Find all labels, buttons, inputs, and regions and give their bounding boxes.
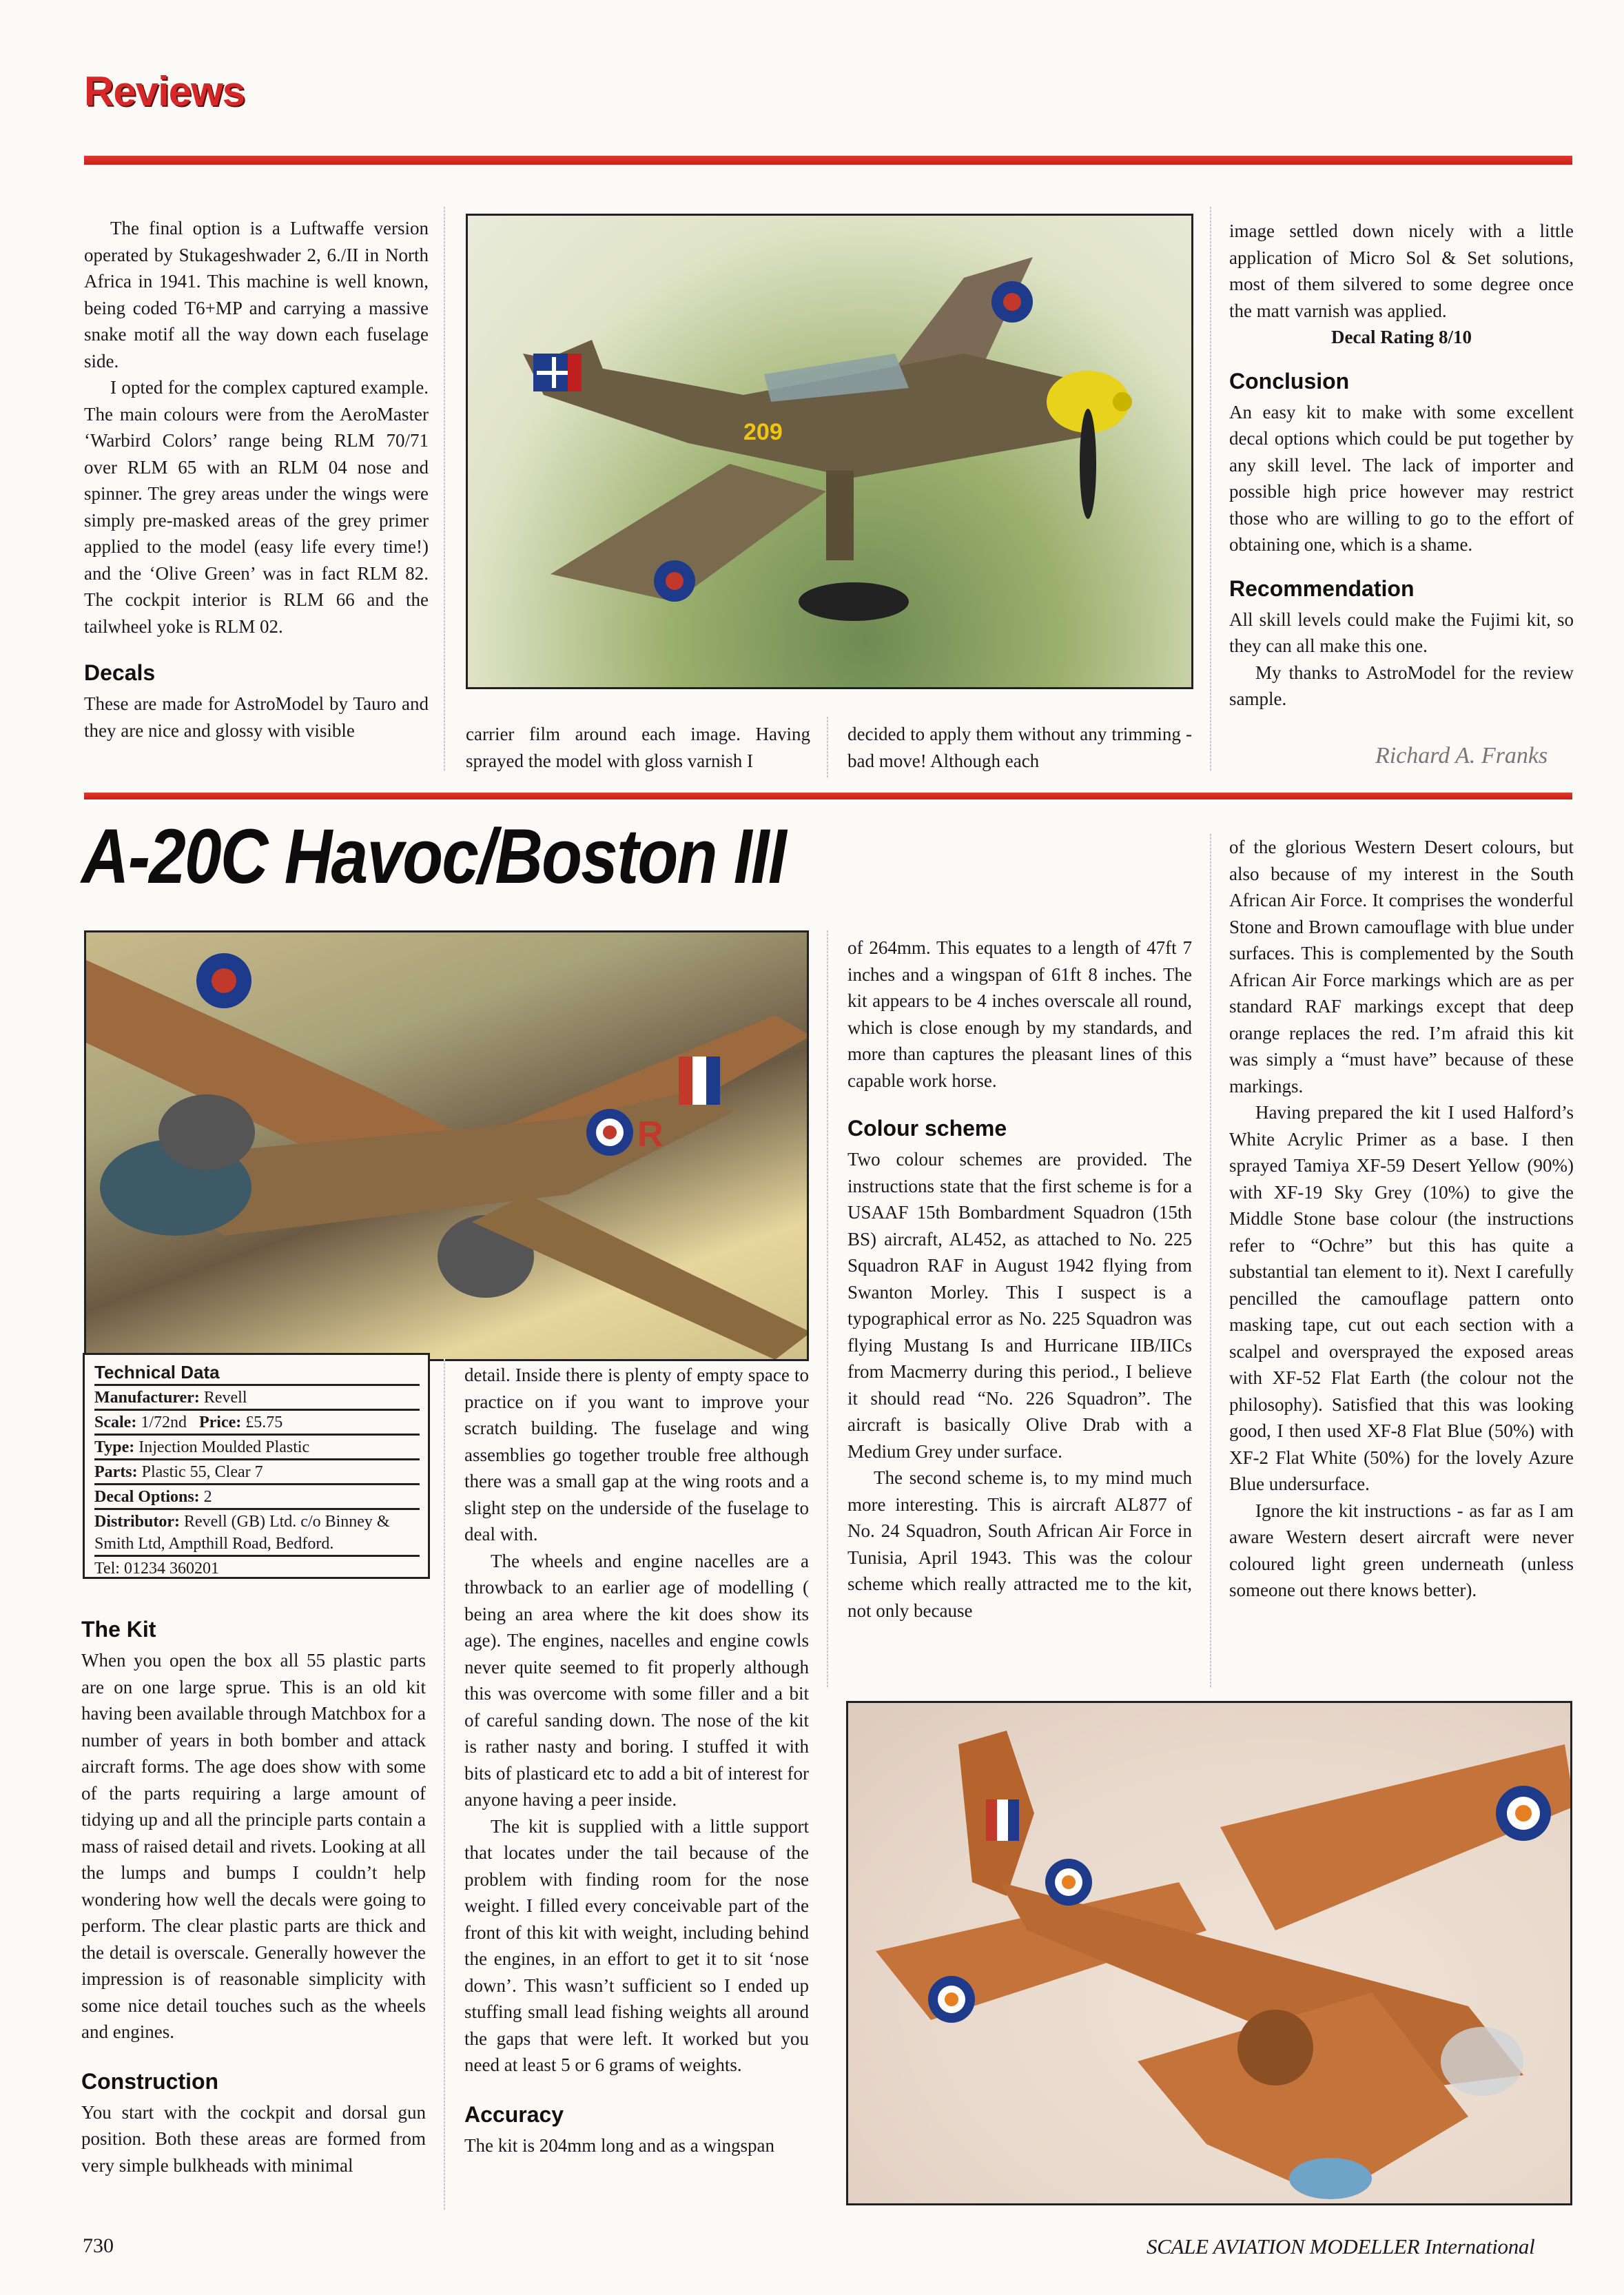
paragraph: of 264mm. This equates to a length of 47ft 7 inches and a wingspan of 61ft 8 inches. The kit appears to be 4 inches overscale all round, which is close enough by my standards, and more than captures the pleasant lines of this capable work horse. [847,937,1192,1091]
paragraph: Two colour schemes are provided. The instructions state that the first scheme is for a USAAF 15th Bombardment Squadron (15th BS) aircraft, AL452, as attached to No. 225 Squadron RAF in August 1942 flying from Swanton Morley. This I suspect is a typographical error as No. 225 Squadron was flying Mustang Is and Hurricane IIB/IICs from Macmerry during this period., I believe it should read “No. 226 Squadron”. The aircraft is basically Olive Drab with a Medium Grey under surface. [847,1149,1192,1462]
paragraph: Ignore the kit instructions - as far as I am aware Western desert aircraft were never coloured light green underneath (unless someone out there knows better). [1229,1500,1574,1600]
top-review-col4 [1229,218,1574,713]
heading-recommendation: Recommendation [1229,575,1415,601]
paragraph: My thanks to AstroModel for the review sample. [1229,662,1574,709]
column-divider [1210,834,1211,1689]
heading-decals: Decals [84,660,156,685]
article-col2 [464,1362,809,2159]
paragraph: The final option is a Luftwaffe version operated by Stukageshwader 2, 6./II in North Africa in 1941. This machine is well known, being coded T6+MP and carrying a massive snake motif all the way down each fuselage side. [84,218,429,371]
svg-text:209: 209 [743,419,783,445]
paragraph: When you open the box all 55 plastic parts are on one large sprue. This is an old kit having been available through Matchbox for a number of years in both bomber and attack aircraft forms. The age does show with some of the parts requiring a large amount of tidying up and all the principle parts contain a mass of raised detail and rivets. Looking at all the lumps and bumps I couldn’t help wondering how well the decals were going to perform. The clear plastic parts are thick and the detail is overscale. Generally however the impression is of reasonable simplicity with some nice detail touches such as the wheels and engines. [81,1650,426,2042]
article-col4 [1229,834,1574,1604]
heading-construction: Construction [81,2068,219,2094]
tech-row-tel: Tel: 01234 360201 [94,1555,420,1580]
header-rule [84,156,1572,165]
column-divider [827,930,828,1689]
article-col3 [847,935,1192,1624]
column-divider [827,717,828,779]
paragraph: The wheels and engine nacelles are a throwback to an earlier age of modelling ( being an area where the kit does show its age). The engines, nacelles and engine cowls never quite seemed to fit properly although this was overcome with some filler and a bit of careful sanding down. The nose of the kit is rather nasty and boring. I stuffed it with bits of plasticard etc to add a bit of interest for anyone having a peer inside. [464,1550,809,1810]
technical-data-box [83,1353,430,1579]
tech-row-manufacturer: Manufacturer: Revell [94,1384,420,1409]
top-review-col1 [84,215,429,744]
heading-accuracy: Accuracy [464,2101,564,2127]
stuka-aircraft-icon [468,216,1193,689]
paragraph: These are made for AstroModel by Tauro and they are nice and glossy with visible [84,693,429,741]
paragraph: The kit is supplied with a little support that locates under the tail because of the problem with finding room for the nose weight. I filled every conceivable part of the front of this kit with weight, including behind the engines, in an effort to get it to sit ‘nose down’. This wasn’t sufficient so I ended up stuffing small lead fishing weights all around the gaps that were left. It worked but you need at least 5 or 6 grams of weights. [464,1815,809,2075]
paragraph: detail. Inside there is plenty of empty space to practice on if you want to improve your scratch building. The fuselage and wing assemblies go together trouble free although there was a small gap at the wing roots and a slight step on the underside of the fuselage to deal with. [464,1365,809,1544]
heading-the-kit: The Kit [81,1617,156,1642]
tech-row-parts: Parts: Plastic 55, Clear 7 [94,1458,420,1483]
paragraph: of the glorious Western Desert colours, but also because of my interest in the South African Air Force. It comprises the wonderful Stone and Brown camouflage with blue under surfaces. This is complemented by the South African Air Force markings which are as per standard RAF markings except that deep orange replaces the red. I’m afraid this kit was simply a “must have” because of these markings. [1229,837,1574,1096]
tech-row-type: Type: Injection Moulded Plastic [94,1434,420,1458]
tech-row-scale-price: Scale: 1/72nd Price: £5.75 [94,1409,420,1434]
a20-model-aircraft-icon [848,1703,1572,2205]
paragraph: image settled down nicely with a little application of Micro Sol & Set solutions, most of them silvered to some degree once the matt varnish was applied. [1229,221,1574,321]
article-col1 [81,1614,426,2179]
column-divider [444,1356,445,2211]
tech-row-decal-options: Decal Options: 2 [94,1483,420,1508]
page-number: 730 [83,2234,114,2257]
paragraph: The second scheme is, to my mind much more interesting. This is aircraft AL877 of No. 24 Squadron, South African Air Force in Tunisia, April 1943. This was the colour scheme which really attracted me to the kit, not only because [847,1467,1192,1621]
section-title: Reviews [84,68,245,114]
tech-row-distributor: Distributor: Revell (GB) Ltd. c/o Binney & Smith Ltd, Ampthill Road, Bedford. [94,1508,420,1555]
article-title: A-20C Havoc/Boston III [81,813,785,899]
svg-text:R: R [637,1114,664,1154]
paragraph: I opted for the complex captured example. The main colours were from the AeroMaster ‘Warbird Colors’ range being RLM 70/71 over RLM 65 with an RLM 04 nose and spinner. The grey areas under the wings were simply pre-masked areas of the grey primer applied to the model (easy life every time!) and the ‘Olive Green’ was in fact RLM 82. The cockpit interior is RLM 66 and the tailwheel yoke is RLM 02. [84,377,429,637]
top-review-col2 [466,721,810,774]
article-rule [84,793,1572,799]
paragraph: Having prepared the kit I used Halford’s White Acrylic Primer as a base. I then sprayed Tamiya XF-59 Desert Yellow (90%) with XF-19 Sky Grey (10%) to give the Middle Stone base colour (the instructions refer to “Ochre” but this has quite a substantial tan element to it). Next I carefully pencilled the camouflage pattern onto masking tape, cut out each section with a scalpel and oversprayed the exposed areas with XF-52 Flat Earth (the colour not the philosophy). Satisfied that this was looking good, I then used XF-8 Flat Blue (50%) with XF-2 Flat White (50%) for the lovely Azure Blue undersurface. [1229,1102,1574,1494]
paragraph: The kit is 204mm long and as a wingspan [464,2134,774,2156]
box-art-painting [84,930,809,1361]
paragraph: All skill levels could make the Fujimi kit, so they can all make this one. [1229,609,1574,656]
column-divider [444,207,445,772]
column-divider [1210,207,1211,772]
heading-colour-scheme: Colour scheme [847,1116,1007,1141]
paragraph: carrier film around each image. Having sprayed the model with gloss varnish I [466,724,810,771]
tech-data-title: Technical Data [94,1362,220,1383]
paragraph: decided to apply them without any trimming - bad move! Although each [847,724,1192,771]
stuka-model-photo [466,214,1193,689]
heading-conclusion: Conclusion [1229,368,1350,394]
top-review-col3 [847,721,1192,774]
decal-rating: Decal Rating 8/10 [1331,327,1472,347]
paragraph: You start with the cockpit and dorsal gun position. Both these areas are formed from very simple bulkheads with minimal [81,2101,426,2176]
paragraph: An easy kit to make with some excellent decal options which could be put together by any skill level. The lack of importer and possible high price however may restrict those who are willing to go to the effort of obtaining one, which is a shame. [1229,401,1574,555]
magazine-name: SCALE AVIATION MODELLER International [1147,2234,1535,2258]
a20-boxart-aircraft-icon [86,932,809,1361]
a20-model-photo [846,1701,1572,2205]
author-signature: Richard A. Franks [1375,743,1548,768]
